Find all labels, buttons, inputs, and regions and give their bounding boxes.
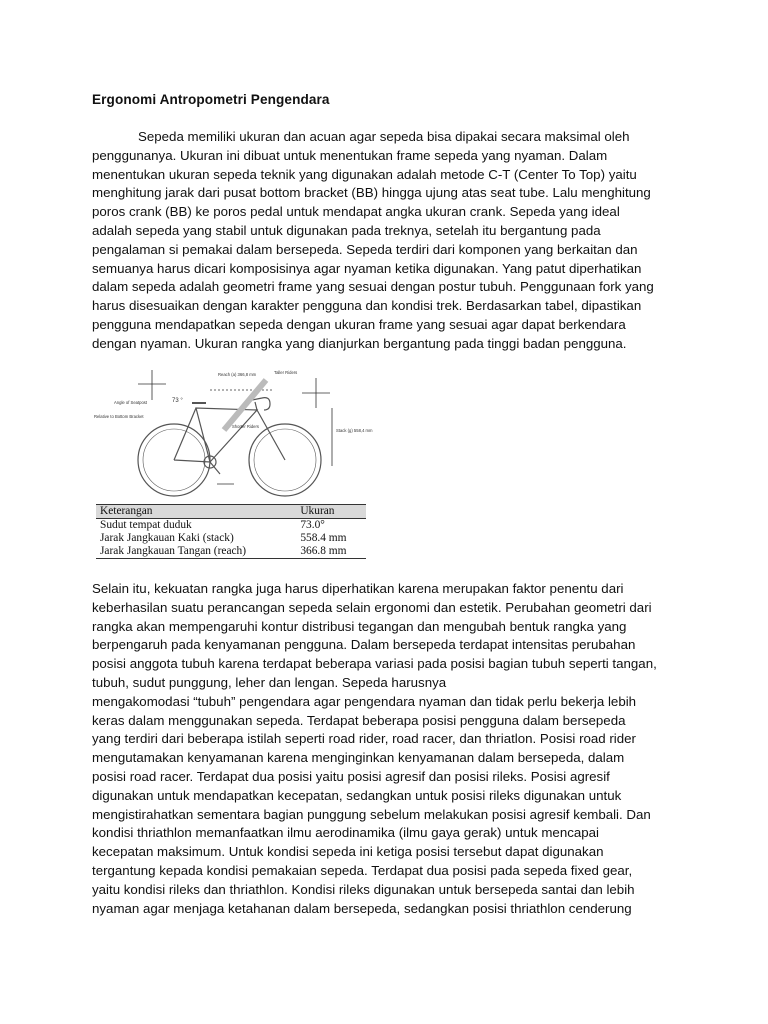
table-cell: 73.0° <box>300 519 325 531</box>
shorter-riders-label: Shorter Riders <box>232 424 259 429</box>
table-cell: Jarak Jangkauan Kaki (stack) <box>100 532 234 544</box>
angle-seatpost-label: Angle of Seatpost <box>114 400 148 405</box>
text-line: pengguna mendapatkan sepeda dengan ukuran frame yang sesuai agar dapat berkendara <box>92 316 626 332</box>
text-line: yaitu kondisi rileks dan thriathlon. Kondisi rileks digunakan untuk bersepeda santai dan lebih <box>92 881 635 897</box>
table-cell: 558.4 mm <box>300 532 347 544</box>
paragraph-1 <box>92 128 672 354</box>
text-line: rangka akan mempengaruhi kontur distribusi tegangan dan mengubah bentuk rangka yang <box>92 618 627 634</box>
text-line: poros crank (BB) ke poros pedal untuk mendapat angka ukuran crank. Sepeda yang ideal <box>92 204 620 220</box>
bike-frame <box>174 402 285 462</box>
text-line: semuanya harus dicari komposisinya agar nyaman ketika digunakan. Yang patut diperhatikan <box>92 260 642 276</box>
text-line: keberhasilan suatu perancangan sepeda selain ergonomi dan estetik. Perubahan geometri dari <box>92 599 652 615</box>
text-line: nyaman agar menjaga ketahanan dalam bersepeda, sedangkan posisi thriathlon cenderung <box>92 900 632 916</box>
table-row <box>96 532 366 545</box>
taller-riders-label: Taller Riders <box>274 370 298 375</box>
bicycle-geometry-figure <box>92 362 373 504</box>
text-line: yang terdiri dari beberapa istilah seperti road rider, road racer, dan thriatlon. Posisi road rider <box>92 731 636 747</box>
angle-label: 73 ° <box>172 398 183 404</box>
text-line: pengalaman si pemakai dalam bersepeda. Sepeda terdiri dari komponen yang berkaitan dan <box>92 241 638 257</box>
text-line: mengakomodasi “tubuh” pengendara agar pengendara nyaman dan tidak perlu bekerja lebih <box>92 693 637 709</box>
relative-bb-label: Relative to Bottom Bracket <box>94 414 144 419</box>
text-line: tergantung kepada kondisi pemakaian sepeda. Terdapat dua posisi pada sepeda fixed gear, <box>92 862 633 878</box>
text-line: mengutamakan kenyamanan karena menginginkan kenyamanan dalam bersepeda, dalam <box>92 750 625 766</box>
text-line: penggunanya. Ukuran ini dibuat untuk menentukan frame sepeda yang nyaman. Dalam <box>92 147 608 163</box>
document-title: Ergonomi Antropometri Pengendara <box>92 92 330 107</box>
text-line: berpengaruh pada kenyamanan pengguna. Dalam bersepeda terdapat intensitas perubahan <box>92 637 636 653</box>
text-line: dalam sepeda adalah geometri frame yang sesuai dengan postur tubuh. Penggunaan fork yang <box>92 279 654 295</box>
geometry-table <box>96 504 366 559</box>
text-line: kecepatan maksimum. Untuk kondisi sepeda ini ketiga posisi tersebut dapat digunakan <box>92 844 604 860</box>
text-line: posisi anggota tubuh karena terdapat beberapa variasi pada posisi bagian tubuh seperti tangan, <box>92 656 657 672</box>
text-line: dengan nyaman. Ukuran rangka yang dianjurkan bergantung pada tinggi badan pengguna. <box>92 335 627 351</box>
text-line: posisi road racer. Terdapat dua posisi yaitu posisi agresif dan posisi rileks. Posisi agresif <box>92 768 610 784</box>
reach-label: Reach (a) 366,8 mm <box>218 372 257 377</box>
table-cell: Jarak Jangkauan Tangan (reach) <box>96 545 288 559</box>
text-line: menentukan ukuran sepeda teknik yang digunakan adalah metode C-T (Center To Top) yaitu <box>92 166 637 182</box>
paragraph-2 <box>92 580 672 918</box>
text-line: digunakan untuk mendapatkan kecepatan, sedangkan untuk posisi rileks digunakan untuk <box>92 787 622 803</box>
text-line: keras dalam menggunakan sepeda. Terdapat beberapa posisi pengguna dalam bersepeda <box>92 712 626 728</box>
table-header-row <box>96 505 366 519</box>
text-line: tubuh, sudut punggung, leher dan lengan. Sepeda harusnya <box>92 674 447 690</box>
text-line: harus disesuaikan dengan karakter pengguna dan kondisi trek. Berdasarkan tabel, dipastikan <box>92 298 642 314</box>
table-header-cell: Keterangan <box>96 505 288 519</box>
text-line: menghitung jarak dari pusat bottom bracket (BB) hingga ujung atas seat tube. Lalu menghitung <box>92 185 651 201</box>
stack-label: Stack (g) 558,4 mm <box>336 428 373 433</box>
table-cell: Sudut tempat duduk <box>100 519 192 531</box>
text-line: adalah sepeda yang stabil untuk digunakan pada treknya, setelah itu bergantung pada <box>92 222 601 238</box>
text-line: mengistirahatkan sementara bagian punggung sebelum melakukan posisi agresif kembali. Dan <box>92 806 651 822</box>
text-line: Selain itu, kekuatan rangka juga harus diperhatikan karena merupakan faktor penentu dari <box>92 581 624 596</box>
table-header-cell: Ukuran <box>288 505 366 519</box>
text-line: kondisi thriathlon memanfaatkan ilmu aerodinamika (ilmu gaya gerak) untuk mencapai <box>92 825 600 841</box>
text-line: Sepeda memiliki ukuran dan acuan agar sepeda bisa dipakai secara maksimal oleh <box>138 129 630 144</box>
table-row <box>96 519 366 533</box>
table-row <box>96 545 366 559</box>
table-cell: 366.8 mm <box>288 545 366 559</box>
